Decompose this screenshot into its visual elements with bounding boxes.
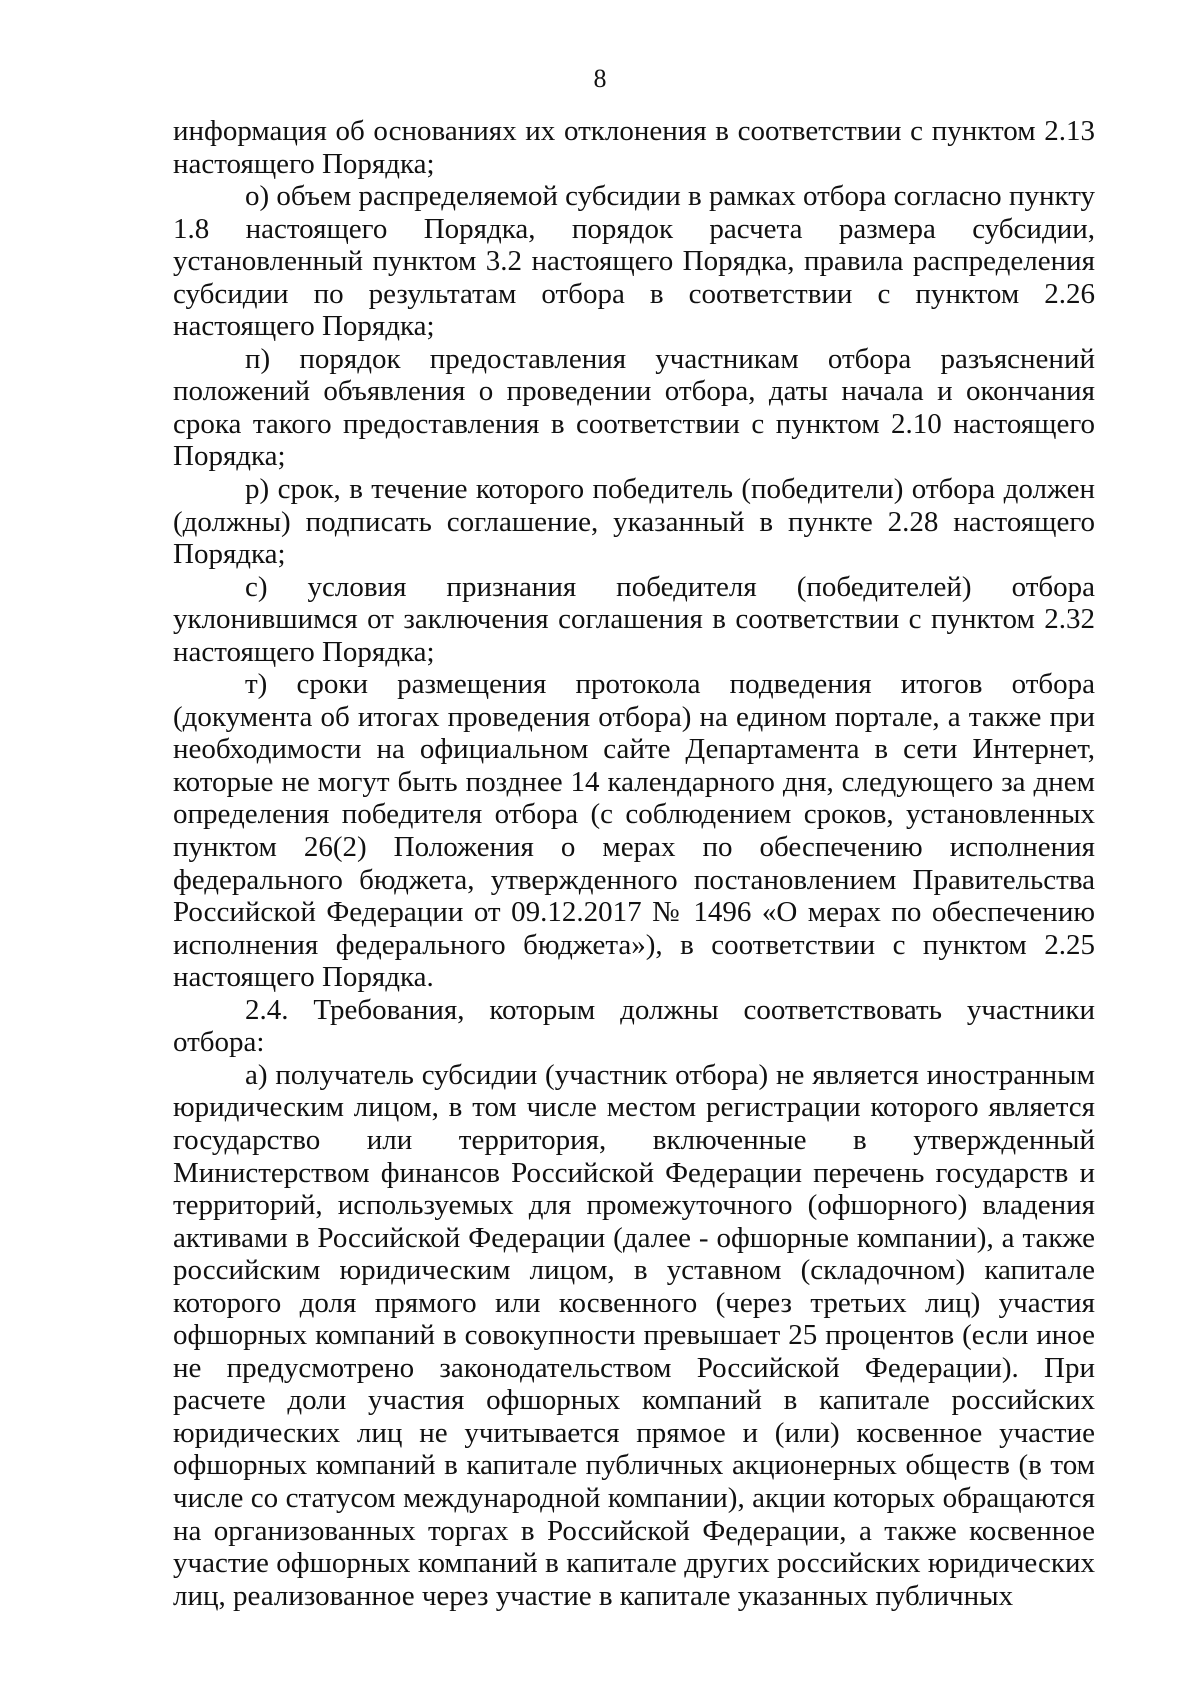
paragraph-item-o: о) объем распределяемой субсидии в рамках отбора согласно пункту 1.8 настоящего Порядка, порядок расчета размера субсидии, установленный пунктом 3.2 настоящего Порядка, правила распределения субсидии по результатам отбора в соответствии с пунктом 2.26 настоящего Порядка; <box>173 180 1095 343</box>
paragraph-item-p: п) порядок предоставления участникам отбора разъяснений положений объявления о проведении отбора, даты начала и окончания срока такого предоставления в соответствии с пунктом 2.10 настоящего Порядка; <box>173 342 1095 473</box>
paragraph-item-s: с) условия признания победителя (победителей) отбора уклонившимся от заключения соглашения в соответствии с пунктом 2.32 настоящего Порядка; <box>173 570 1095 668</box>
paragraph-item-t: т) сроки размещения протокола подведения итогов отбора (документа об итогах проведения отбора) на едином портале, а также при необходимости на официальном сайте Департамента в сети Интернет, которые не могут быть позднее 14 календарного дня, следующего за днем определения победителя отбора (с соблюдением сроков, установленных пунктом 26(2) Положения о мерах по обеспечению исполнения федерального бюджета, утвержденного постановлением Правительства Российской Федерации от 09.12.2017 № 1496 «О мерах по обеспечению исполнения федерального бюджета»), в соответствии с пунктом 2.25 настоящего Порядка. <box>173 668 1095 994</box>
document-body <box>173 115 1095 1612</box>
paragraph-item-a: а) получатель субсидии (участник отбора) не является иностранным юридическим лицом, в том числе местом регистрации которого является государство или территория, включенные в утвержденный Министерством финансов Российской Федерации перечень государств и территорий, используемых для промежуточного (офшорного) владения активами в Российской Федерации (далее - офшорные компании), а также российским юридическим лицом, в уставном (складочном) капитале которого доля прямого или косвенного (через третьих лиц) участия офшорных компаний в совокупности превышает 25 процентов (если иное не предусмотрено законодательством Российской Федерации). При расчете доли участия офшорных компаний в капитале российских юридических лиц не учитывается прямое и (или) косвенное участие офшорных компаний в капитале публичных акционерных обществ (в том числе со статусом международной компании), акции которых обращаются на организованных торгах в Российской Федерации, а также косвенное участие офшорных компаний в капитале других российских юридических лиц, реализованное через участие в капитале указанных публичных <box>173 1058 1095 1612</box>
page-number: 8 <box>593 64 607 93</box>
paragraph-item-r: р) срок, в течение которого победитель (победители) отбора должен (должны) подписать соглашение, указанный в пункте 2.28 настоящего Порядка; <box>173 473 1095 571</box>
paragraph-continuation: информация об основаниях их отклонения в соответствии с пунктом 2.13 настоящего Порядка; <box>173 115 1095 180</box>
paragraph-section-2-4: 2.4. Требования, которым должны соответствовать участники отбора: <box>173 993 1095 1059</box>
